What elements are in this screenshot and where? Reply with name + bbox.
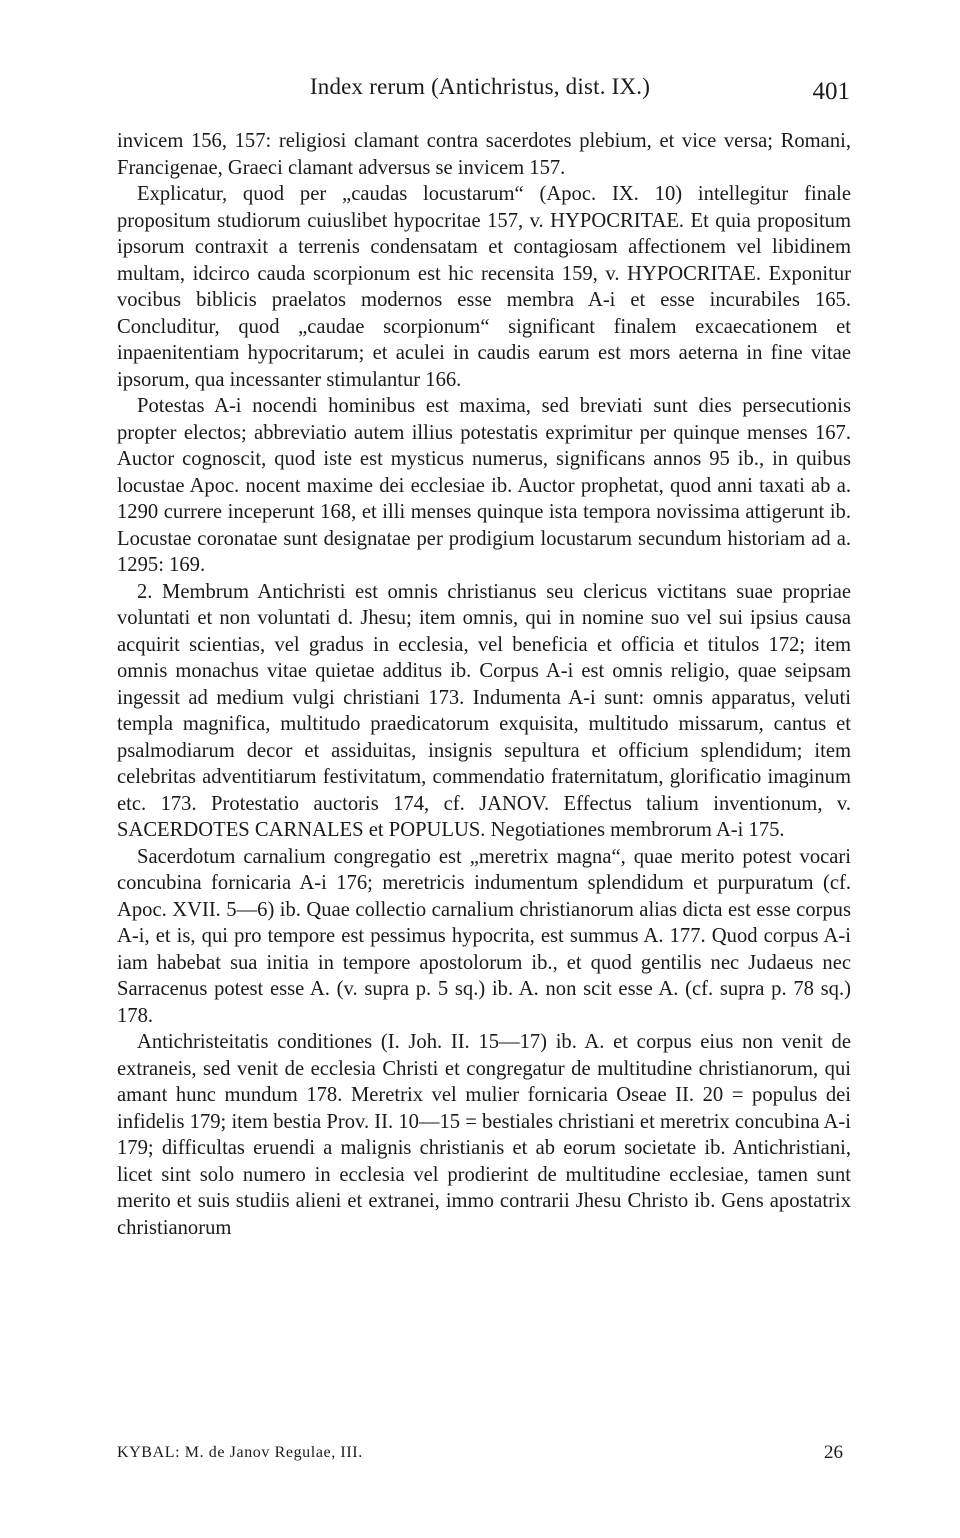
page-footer	[117, 1442, 851, 1472]
index-body	[117, 128, 851, 1438]
paragraph: Antichristeitatis conditiones (I. Joh. II. 15—17) ib. A. et corpus eius non venit de extraneis, sed venit de ecclesia Christi et congregatur de multitudine christianorum, qui amant hunc mundum 178. Meretrix vel mulier fornicaria Oseae II. 20 = populus dei infidelis 179; item bestia Prov. II. 10—15 = bestiales christiani et meretrix concubina A-i 179; difficultas eruendi a malignis christianis et ab eorum societate ib. Antichristiani, licet sint solo numero in ecclesia vel prodierint de multitudine ecclesiae, tamen sunt merito et suis studiis alieni et extranei, immo contrarii Jhesu Christo ib. Gens apostatrix christianorum	[117, 1031, 851, 1239]
paragraph: Sacerdotum carnalium congregatio est „meretrix magna“, quae merito potest vocari concubina fornicaria A-i 176; meretricis indumentum splendidum et purpuratum (cf. Apoc. XVII. 5—6) ib. Quae collectio carnalium christianorum alias dicta est esse corpus A-i, et is, qui pro tempore est pessimus hypocrita, est summus A. 177. Quod corpus A-i iam habebat sua initia in tempore apostolorum ib., et quod gentilis nec Judaeus nec Sarracenus potest esse A. (v. supra p. 5 sq.) ib. A. non scit esse A. (cf. supra p. 78 sq.) 178.	[117, 845, 851, 1027]
paragraph: Explicatur, quod per „caudas locustarum“ (Apoc. IX. 10) intellegitur finale propositum studiorum cuiuslibet hypocritae 157, v. HYPOCRITAE. Et quia propositum ipsorum contraxit a terrenis condensatam et contagiosam affectionem vel libidinem multam, idcirco cauda scorpionum est hic recensita 159, v. HYPOCRITAE. Exponitur vocibus biblicis praelatos modernos esse membra A-i et esse incurabiles 165. Concluditur, quod „caudae scorpionum“ significant finalem excaecationem et inpaenitentiam hypocritarum; et aculei in caudis earum est mors aeterna in fine vitae ipsorum, qua incessanter stimulantur 166.	[117, 183, 851, 391]
sheet-number: 26	[824, 1442, 843, 1463]
paragraph: invicem 156, 157: religiosi clamant contra sacerdotes plebium, et vice versa; Romani, Francigenae, Graeci clamant adversus se invicem 157.	[117, 130, 851, 179]
running-title: Index rerum (Antichristus, dist. IX.)	[309, 74, 651, 99]
page-number: 401	[812, 78, 850, 105]
paragraph: Potestas A-i nocendi hominibus est maxima, sed breviati sunt dies persecutionis propter electos; abbreviatio autem illius potestatis exprimitur per quinque menses 167. Auctor cognoscit, quod iste est mysticus numerus, significans annos 95 ib., in quibus locustae Apoc. nocent maxime dei ecclesiae ib. Auctor prophetat, quod anni taxati ab a. 1290 currere inceperunt 168, et illi menses quinque ista tempora novissima attigerunt ib. Locustae coronatae sunt designatae per prodigium locustarum secundum historiam ad a. 1295: 169.	[117, 395, 851, 576]
sheet-signature: KYBAL: M. de Janov Regulae, III.	[117, 1444, 363, 1461]
paragraph: 2. Membrum Antichristi est omnis christianus seu clericus victitans suae propriae voluntati et non voluntati d. Jhesu; item omnis, qui in nomine suo vel sui ipsius causa acquirit scientias, vel gradus in ecclesia, vel beneficia et officia et titulos 172; item omnis monachus vitae quietae additus ib. Corpus A-i est omnis religio, quae seipsam ingessit ad medium vulgi christiani 173. Indumenta A-i sunt: omnis apparatus, veluti templa magnifica, multitudo praedicatorum exquisita, multitudo missarum, cantus et psalmodiarum decor et assiduitas, insignis sepultura et officium splendidum; item celebritas adventitiarum festivitatum, commendatio fraternitatum, glorificatio imaginum etc. 173. Protestatio auctoris 174, cf. JANOV. Effectus talium inventionum, v. SACERDOTES CARNALES et POPULUS. Negotiationes membrorum A-i 175.	[117, 580, 851, 841]
page-header	[0, 70, 960, 110]
